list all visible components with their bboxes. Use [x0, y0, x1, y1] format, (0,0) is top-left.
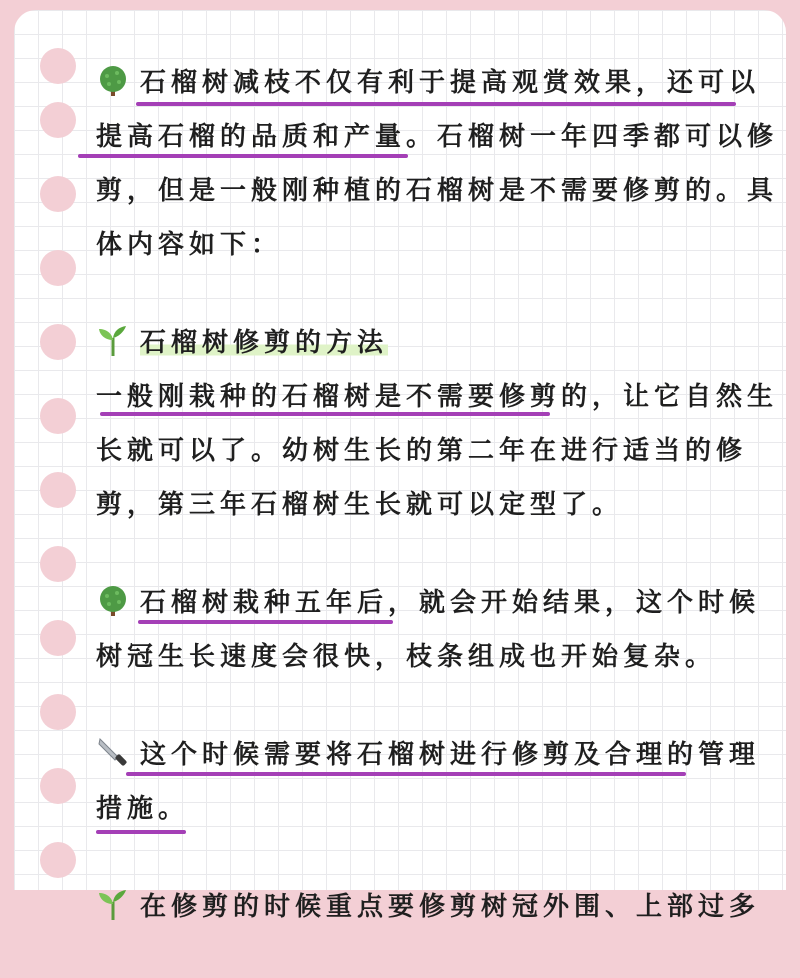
binder-hole — [40, 102, 76, 138]
text-line — [96, 478, 786, 532]
fruiting-section — [96, 576, 786, 684]
binder-hole — [40, 546, 76, 582]
binder-hole — [40, 620, 76, 656]
intro-paragraph — [96, 56, 786, 272]
binder-hole — [40, 398, 76, 434]
text-line-content: 这个时候需要将石榴树进行修剪及合理的管理 — [140, 740, 761, 770]
tree-icon — [96, 584, 130, 618]
binder-hole — [40, 768, 76, 804]
text-line — [96, 728, 786, 782]
text-line-content: 一般刚栽种的石榴树是不需要修剪的，让它自然生 — [96, 382, 779, 412]
text-line — [96, 630, 786, 684]
binder-hole — [40, 472, 76, 508]
underline-mark — [96, 830, 186, 834]
text-line — [96, 782, 786, 836]
underline-mark — [100, 412, 550, 416]
binder-hole — [40, 842, 76, 878]
management-section — [96, 728, 786, 836]
binder-hole — [40, 250, 76, 286]
text-line — [96, 164, 786, 218]
tree-icon — [96, 64, 130, 98]
text-line-content: 长就可以了。幼树生长的第二年在进行适当的修 — [96, 436, 748, 466]
text-line-content: 在修剪的时候重点要修剪树冠外围、上部过多 — [140, 892, 761, 922]
underline-mark — [126, 772, 686, 776]
text-line — [96, 56, 786, 110]
text-line-content: 提高石榴的品质和产量。石榴树一年四季都可以修 — [96, 122, 779, 152]
text-line-content: 石榴树减枝不仅有利于提高观赏效果，还可以 — [140, 68, 761, 98]
binder-hole — [40, 48, 76, 84]
knife-icon — [96, 736, 130, 770]
underline-mark — [78, 154, 408, 158]
text-line-content: 剪，第三年石榴树生长就可以定型了。 — [96, 490, 624, 520]
notebook-page — [14, 10, 786, 922]
sprout-icon — [96, 888, 130, 922]
text-line-content: 剪，但是一般刚种植的石榴树是不需要修剪的。具 — [96, 176, 779, 206]
text-line — [96, 576, 786, 630]
binder-hole — [40, 694, 76, 730]
binder-hole — [40, 324, 76, 360]
text-line — [96, 110, 786, 164]
binder-hole — [40, 176, 76, 212]
pruning-focus-section — [96, 880, 786, 934]
section-heading-line — [96, 316, 786, 370]
pruning-method-section — [96, 316, 786, 532]
text-line — [96, 424, 786, 478]
text-line — [96, 218, 786, 272]
text-line-content: 体内容如下： — [96, 230, 283, 260]
article-body — [96, 56, 786, 978]
underline-mark — [136, 102, 736, 106]
text-line-content: 措施。 — [96, 794, 190, 824]
section-heading: 石榴树修剪的方法 — [140, 328, 389, 358]
text-line — [96, 880, 786, 934]
text-line — [96, 370, 786, 424]
text-line-content: 石榴树栽种五年后，就会开始结果，这个时候 — [140, 588, 761, 618]
underline-mark — [138, 620, 393, 624]
text-line-content: 树冠生长速度会很快，枝条组成也开始复杂。 — [96, 642, 717, 672]
sprout-icon — [96, 324, 130, 358]
